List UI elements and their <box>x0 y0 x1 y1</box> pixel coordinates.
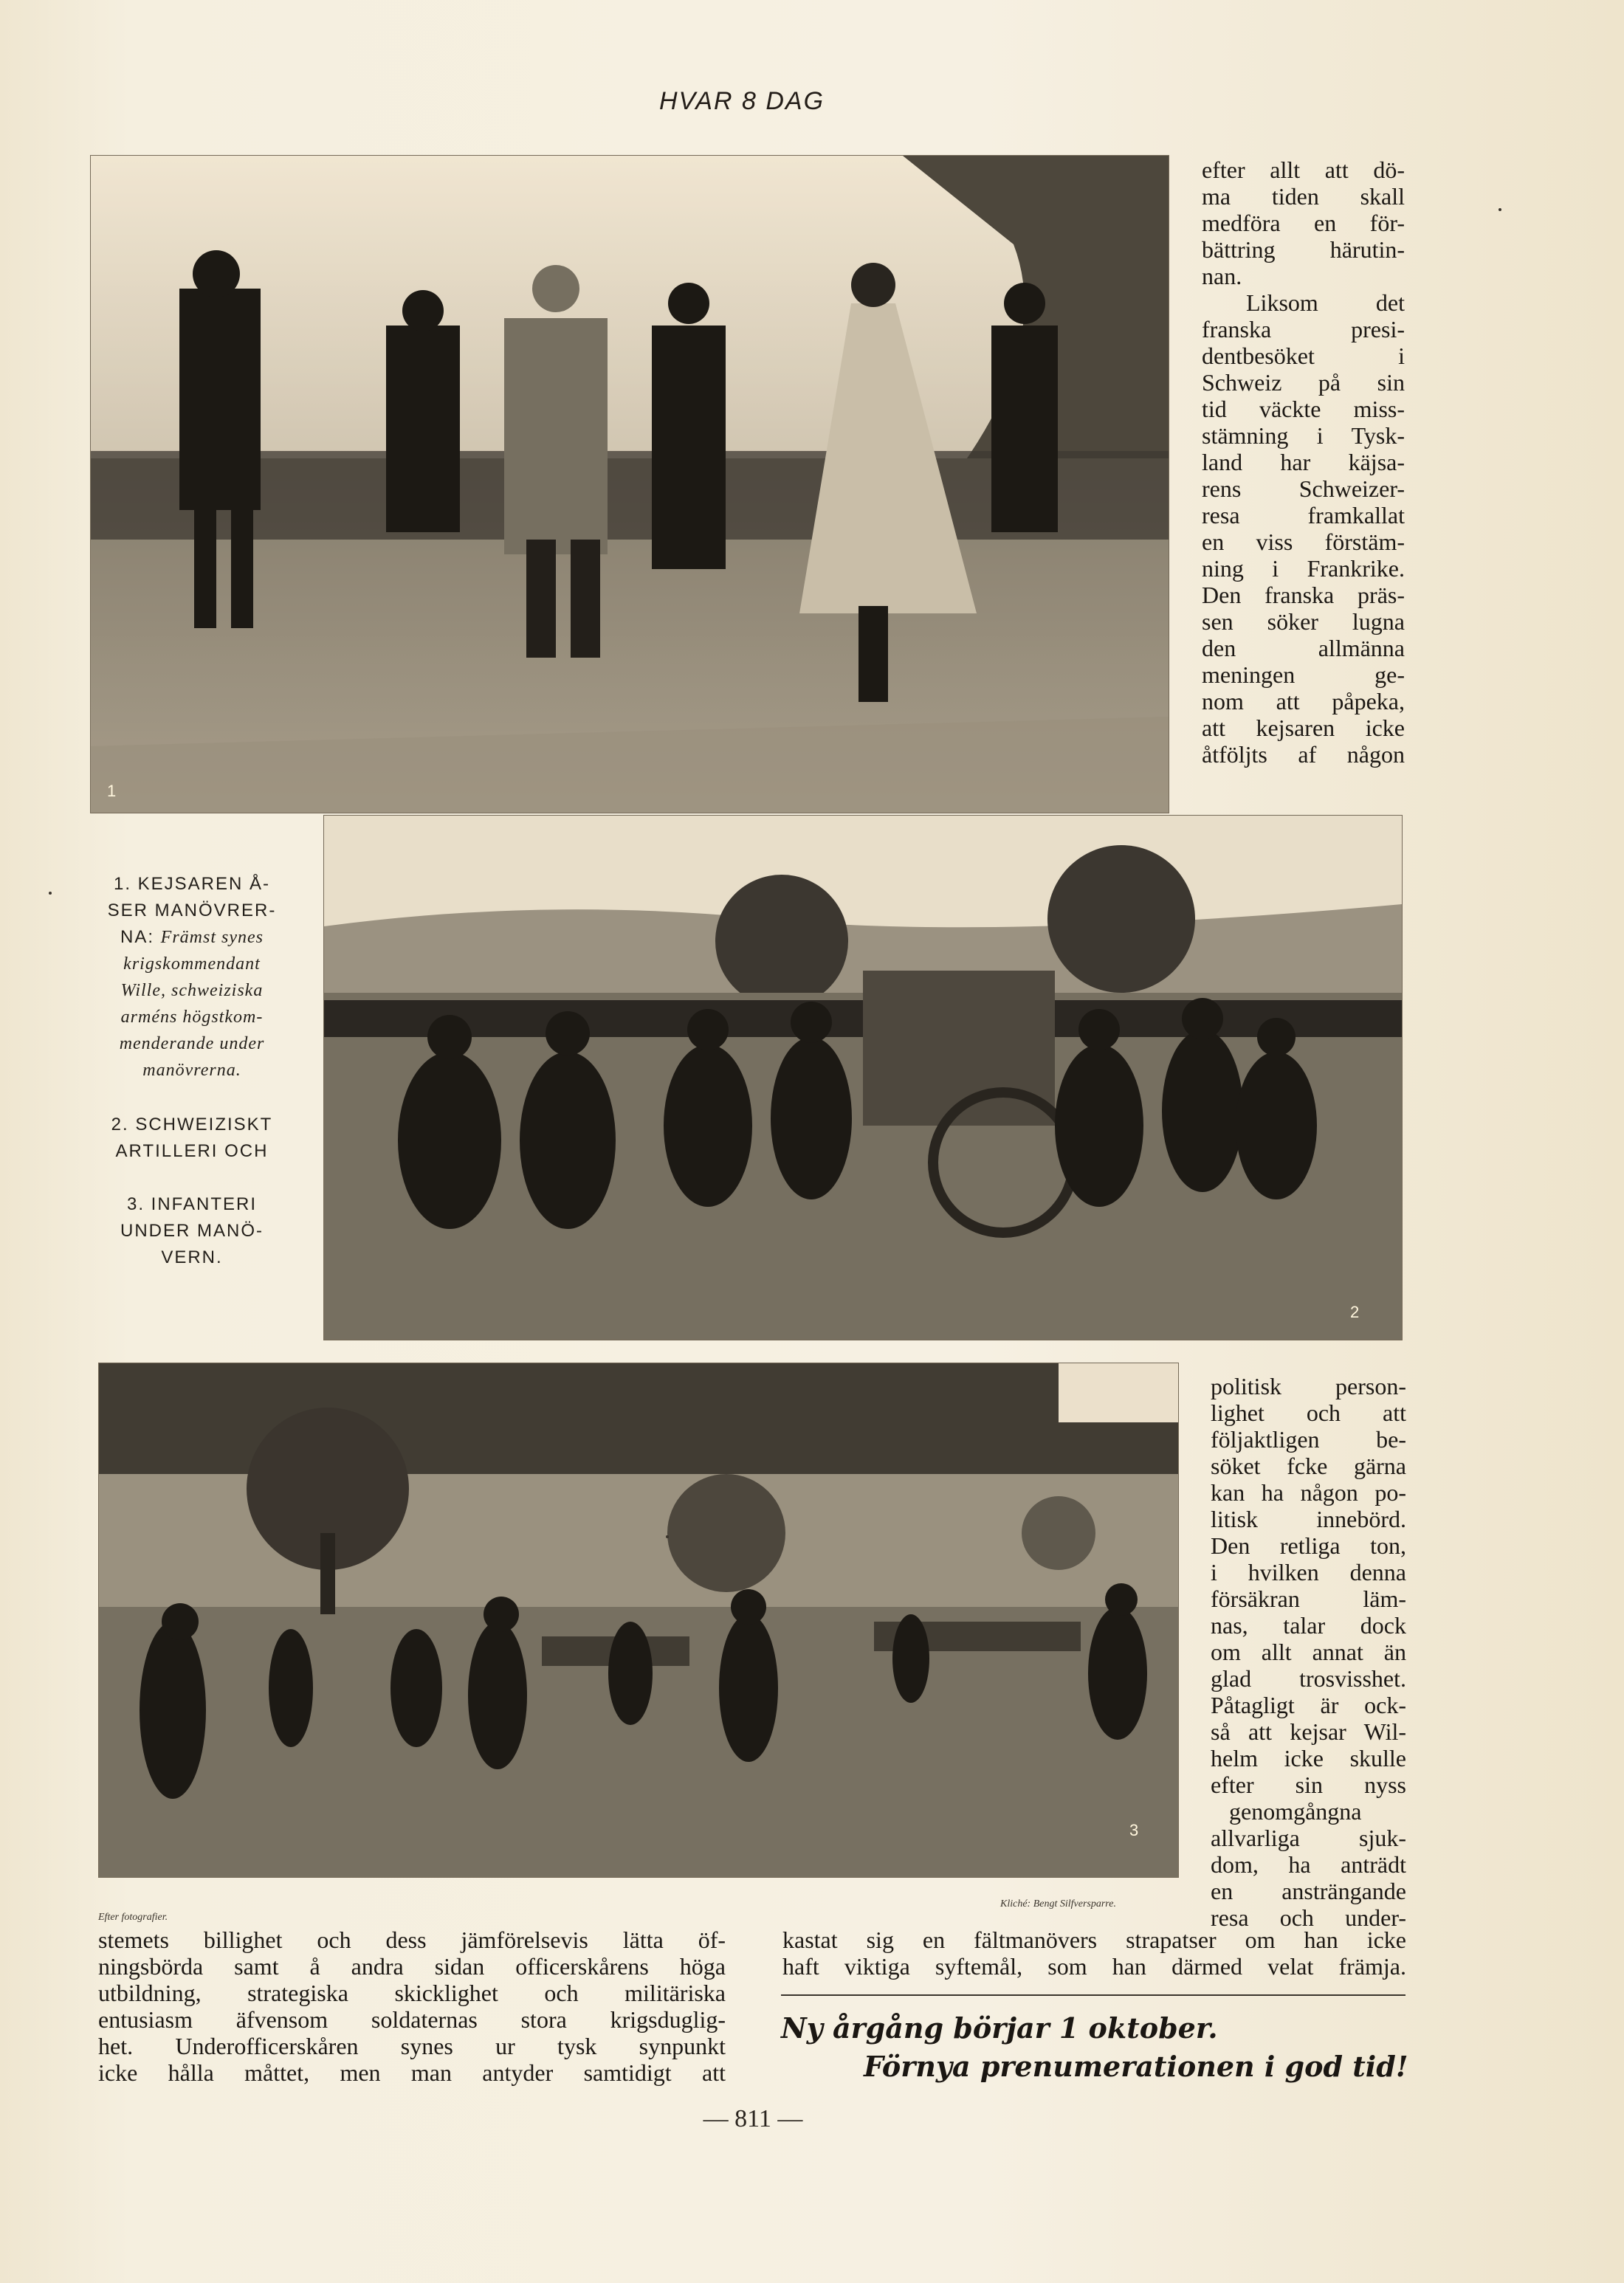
divider-rule <box>781 1994 1405 1996</box>
text-line: söket fcke gärna <box>1211 1453 1406 1479</box>
text-line: nas, talar dock <box>1211 1612 1406 1639</box>
caption-line: 3. INFANTERI <box>126 1194 258 1214</box>
text-line: så att kejsar Wil- <box>1211 1718 1406 1745</box>
text-line: den allmänna <box>1202 635 1405 661</box>
text-line: ma tiden skall <box>1202 183 1405 210</box>
text-column-right-top <box>1202 156 1405 768</box>
text-line: följaktligen be- <box>1211 1426 1406 1453</box>
text-line: sen söker lugna <box>1202 608 1405 635</box>
text-line: en viss förstäm- <box>1202 528 1405 555</box>
caption-line: VERN. <box>161 1247 223 1267</box>
text-line: glad trosvisshet. <box>1211 1665 1406 1692</box>
text-line: lighet och att <box>1211 1399 1406 1426</box>
text-line: allvarliga sjuk- <box>1211 1825 1406 1851</box>
caption-line: Wille, schweiziska <box>120 981 264 1000</box>
text-line: litisk innebörd. <box>1211 1506 1406 1532</box>
text-line: om allt annat än <box>1211 1639 1406 1665</box>
caption-italic-text: Främst synes <box>160 928 264 947</box>
text-line: franska presi- <box>1202 316 1405 342</box>
text-line: Liksom det <box>1246 289 1405 316</box>
text-line: dom, ha anträdt <box>1211 1851 1406 1878</box>
photo-infantry <box>98 1363 1179 1878</box>
text-line: Schweiz på sin <box>1202 369 1405 396</box>
caption-line: ARTILLERI OCH <box>115 1141 269 1161</box>
text-column-bottom-right <box>782 1926 1406 1980</box>
text-line: bättring härutin- <box>1202 236 1405 263</box>
text-line: meningen ge- <box>1202 661 1405 688</box>
text-line: resa och under- <box>1211 1904 1406 1931</box>
subscription-announcement-line-2: Förnya prenumerationen i god tid! <box>864 2050 1408 2083</box>
photo-3-image <box>99 1363 1178 1877</box>
photo-1-image <box>91 156 1169 813</box>
caption-line: UNDER MANÖ- <box>120 1221 264 1241</box>
photo-credit: Efter fotografier. <box>98 1912 168 1923</box>
caption-line: krigskommendant <box>123 954 261 974</box>
text-line: land har käjsa- <box>1202 449 1405 475</box>
subscription-announcement-line-1: Ny årgång börjar 1 oktober. <box>781 2011 1218 2045</box>
photo-artillery <box>323 815 1403 1340</box>
text-line: resa framkallat <box>1202 502 1405 528</box>
text-line: entusiasm äfvensom soldaternas stora krigsduglig- <box>98 2006 726 2033</box>
caption-line: 2. SCHWEIZISKT <box>111 1115 273 1134</box>
text-line: rens Schweizer- <box>1202 475 1405 502</box>
caption-line: arméns högstkom- <box>120 1008 264 1027</box>
text-line: försäkran läm- <box>1211 1585 1406 1612</box>
text-line: stämning i Tysk- <box>1202 422 1405 449</box>
speck <box>1499 208 1501 211</box>
text-line: efter sin nyss <box>1211 1771 1406 1798</box>
text-line: medföra en för- <box>1202 210 1405 236</box>
engraving-credit: Kliché: Bengt Silfversparre. <box>1000 1898 1116 1910</box>
text-line: åtföljts af någon <box>1202 741 1405 768</box>
caption-line <box>74 924 310 951</box>
text-line: en ansträngande <box>1211 1878 1406 1904</box>
text-column-bottom-left <box>98 1926 726 2086</box>
caption-1-body <box>74 951 310 1084</box>
caption-label: NA: <box>120 927 154 947</box>
text-line: Den retliga ton, <box>1211 1532 1406 1559</box>
caption-3 <box>74 1191 310 1271</box>
photo-2-image <box>324 816 1402 1340</box>
speck <box>666 1535 669 1538</box>
text-line: ning i Frankrike. <box>1202 555 1405 582</box>
speck <box>49 892 52 895</box>
text-line: nom att påpeka, <box>1202 688 1405 714</box>
text-line: att kejsaren icke <box>1202 714 1405 741</box>
photo-emperor-manoeuvres <box>90 155 1169 813</box>
photo-number: 3 <box>1129 1821 1139 1839</box>
text-line: genomgångna <box>1229 1798 1362 1825</box>
caption-line: SER MANÖVRER- <box>107 901 277 920</box>
text-line: Den franska präs- <box>1202 582 1405 608</box>
text-line: helm icke skulle <box>1211 1745 1406 1771</box>
text-line: dentbesöket i <box>1202 342 1405 369</box>
text-line: efter allt att dö- <box>1202 156 1405 183</box>
caption-1-head <box>74 871 310 951</box>
text-column-right-mid <box>1211 1373 1406 1931</box>
caption-line: 1. KEJSAREN Å- <box>113 874 271 894</box>
text-line: kan ha någon po- <box>1211 1479 1406 1506</box>
text-line: nan. <box>1202 263 1242 289</box>
caption-2 <box>74 1112 310 1165</box>
page-number: — 811 — <box>703 2105 803 2132</box>
photo-captions <box>74 871 310 1271</box>
text-line: Påtagligt är ock- <box>1211 1692 1406 1718</box>
text-line: ningsbörda samt å andra sidan officerskårens höga <box>98 1953 726 1980</box>
caption-line: manövrerna. <box>142 1061 241 1080</box>
text-line: stemets billighet och dess jämförelsevis lätta öf- <box>98 1926 726 1953</box>
text-line: politisk person- <box>1211 1373 1406 1399</box>
photo-number: 2 <box>1350 1303 1360 1321</box>
text-line: het. Underofficerskåren synes ur tysk synpunkt <box>98 2033 726 2059</box>
text-line: tid väckte miss- <box>1202 396 1405 422</box>
text-line: i hvilken denna <box>1211 1559 1406 1585</box>
running-header: HVAR 8 DAG <box>658 87 825 115</box>
photo-number: 1 <box>107 782 117 800</box>
text-line: icke hålla måttet, men man antyder samtidigt att <box>98 2059 726 2086</box>
text-line: haft viktiga syftemål, som han därmed velat främja. <box>782 1953 1406 1980</box>
caption-line: menderande under <box>119 1034 265 1053</box>
text-line: kastat sig en fältmanövers strapatser om han icke <box>782 1926 1406 1953</box>
text-line: utbildning, strategiska skicklighet och militäriska <box>98 1980 726 2006</box>
